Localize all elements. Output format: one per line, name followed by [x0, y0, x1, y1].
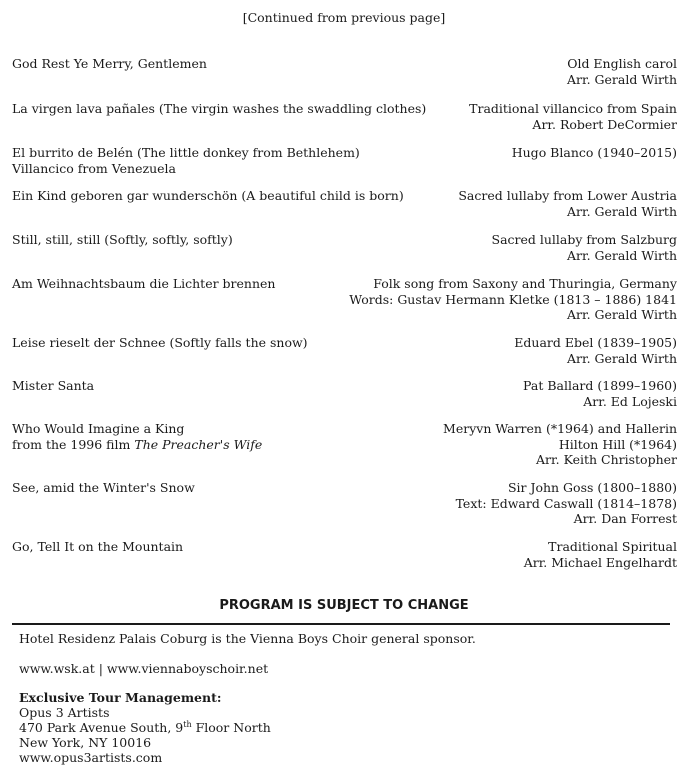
film-title: The Preacher's Wife — [134, 436, 263, 452]
piece-title-line — [12, 437, 262, 453]
credit-line: Text: Edward Caswall (1814–1878) — [455, 495, 677, 511]
piece-title-line: Villancico from Venezuela — [12, 160, 176, 176]
piece-title-line: Am Weihnachtsbaum die Lichter brennen — [12, 276, 276, 291]
piece-title — [12, 56, 207, 72]
credit-line: Arr. Michael Engelhardt — [523, 554, 677, 570]
piece-title-line: La virgen lava pañales (The virgin washes the swaddling clothes) — [12, 101, 427, 116]
piece-title-line: God Rest Ye Merry, Gentlemen — [12, 56, 207, 71]
piece-credits — [456, 480, 677, 527]
piece-credits — [523, 378, 677, 409]
management-heading: Exclusive Tour Management: — [19, 690, 222, 705]
piece-credits — [514, 335, 677, 366]
piece-credits — [443, 421, 677, 468]
agency-website: www.opus3artists.com — [19, 750, 163, 765]
website-links: www.wsk.at | www.viennaboyschoir.net — [19, 661, 269, 676]
address-ordinal: th — [183, 719, 192, 729]
credit-line: Traditional villancico from Spain — [469, 101, 677, 116]
credit-line: Sacred lullaby from Salzburg — [491, 232, 677, 247]
continued-header: [Continued from previous page] — [242, 10, 446, 25]
piece-credits — [492, 232, 677, 263]
credit-line: Sacred lullaby from Lower Austria — [458, 188, 677, 203]
credit-line: Arr. Keith Christopher — [536, 452, 677, 467]
credit-line: Arr. Gerald Wirth — [566, 350, 677, 366]
piece-title — [12, 188, 404, 204]
piece-title-line: El burrito de Belén (The little donkey from Bethlehem) — [12, 145, 360, 160]
piece-title-line: Leise rieselt der Schnee (Softly falls the snow) — [12, 335, 308, 350]
piece-title — [12, 378, 94, 394]
agency-name: Opus 3 Artists — [19, 705, 110, 720]
sponsor-note: Hotel Residenz Palais Coburg is the Vienna Boys Choir general sponsor. — [19, 631, 476, 646]
credit-line: Arr. Gerald Wirth — [566, 71, 677, 87]
piece-title — [12, 232, 233, 248]
piece-title-line: Go, Tell It on the Mountain — [12, 539, 184, 554]
credit-line: Arr. Ed Lojeski — [583, 393, 677, 409]
credit-line: Arr. Robert DeCormier — [532, 116, 677, 132]
agency-address — [19, 720, 271, 736]
piece-credits — [469, 101, 677, 132]
credit-line: Meryvn Warren (*1964) and Hallerin — [443, 421, 677, 436]
credit-line: Pat Ballard (1899–1960) — [523, 378, 677, 393]
piece-credits — [567, 56, 677, 87]
piece-title — [12, 335, 308, 351]
credit-line: Arr. Gerald Wirth — [566, 247, 677, 263]
piece-title — [12, 145, 360, 176]
credit-line: Hilton Hill (*1964) — [558, 436, 677, 452]
piece-title — [12, 101, 426, 117]
piece-credits — [458, 188, 677, 219]
section-divider — [12, 623, 670, 625]
piece-title-line: Who Would Imagine a King — [12, 421, 185, 436]
credit-line: Arr. Dan Forrest — [573, 511, 677, 526]
credit-line: Traditional Spiritual — [548, 539, 677, 554]
credit-line: Sir John Goss (1800–1880) — [507, 480, 677, 495]
credit-line: Words: Gustav Hermann Kletke (1813 – 1886) 1841 — [349, 291, 677, 307]
credit-line: Hugo Blanco (1940–2015) — [511, 145, 677, 160]
credit-line: Arr. Gerald Wirth — [566, 203, 677, 219]
program-notice: PROGRAM IS SUBJECT TO CHANGE — [219, 598, 469, 613]
piece-title — [12, 539, 183, 555]
piece-title — [12, 480, 195, 496]
credit-line: Folk song from Saxony and Thuringia, Germany — [373, 276, 677, 291]
address-street: 470 Park Avenue South, 9 — [19, 720, 184, 735]
credit-line: Old English carol — [567, 56, 677, 71]
piece-credits — [524, 539, 677, 570]
piece-title — [12, 276, 275, 292]
film-prefix: from the 1996 film — [12, 436, 135, 452]
piece-title-line: Ein Kind geboren gar wunderschön (A beautiful child is born) — [12, 188, 404, 203]
credit-line: Arr. Gerald Wirth — [566, 307, 677, 322]
piece-credits — [512, 145, 677, 161]
piece-title-line: Still, still, still (Softly, softly, softly) — [12, 232, 233, 247]
credit-line: Eduard Ebel (1839–1905) — [514, 335, 677, 350]
piece-title-line: See, amid the Winter's Snow — [12, 480, 195, 495]
piece-title — [12, 421, 262, 452]
piece-title-line: Mister Santa — [12, 378, 95, 393]
agency-city: New York, NY 10016 — [19, 735, 152, 750]
piece-credits — [349, 276, 677, 323]
address-floor: Floor North — [191, 720, 271, 735]
